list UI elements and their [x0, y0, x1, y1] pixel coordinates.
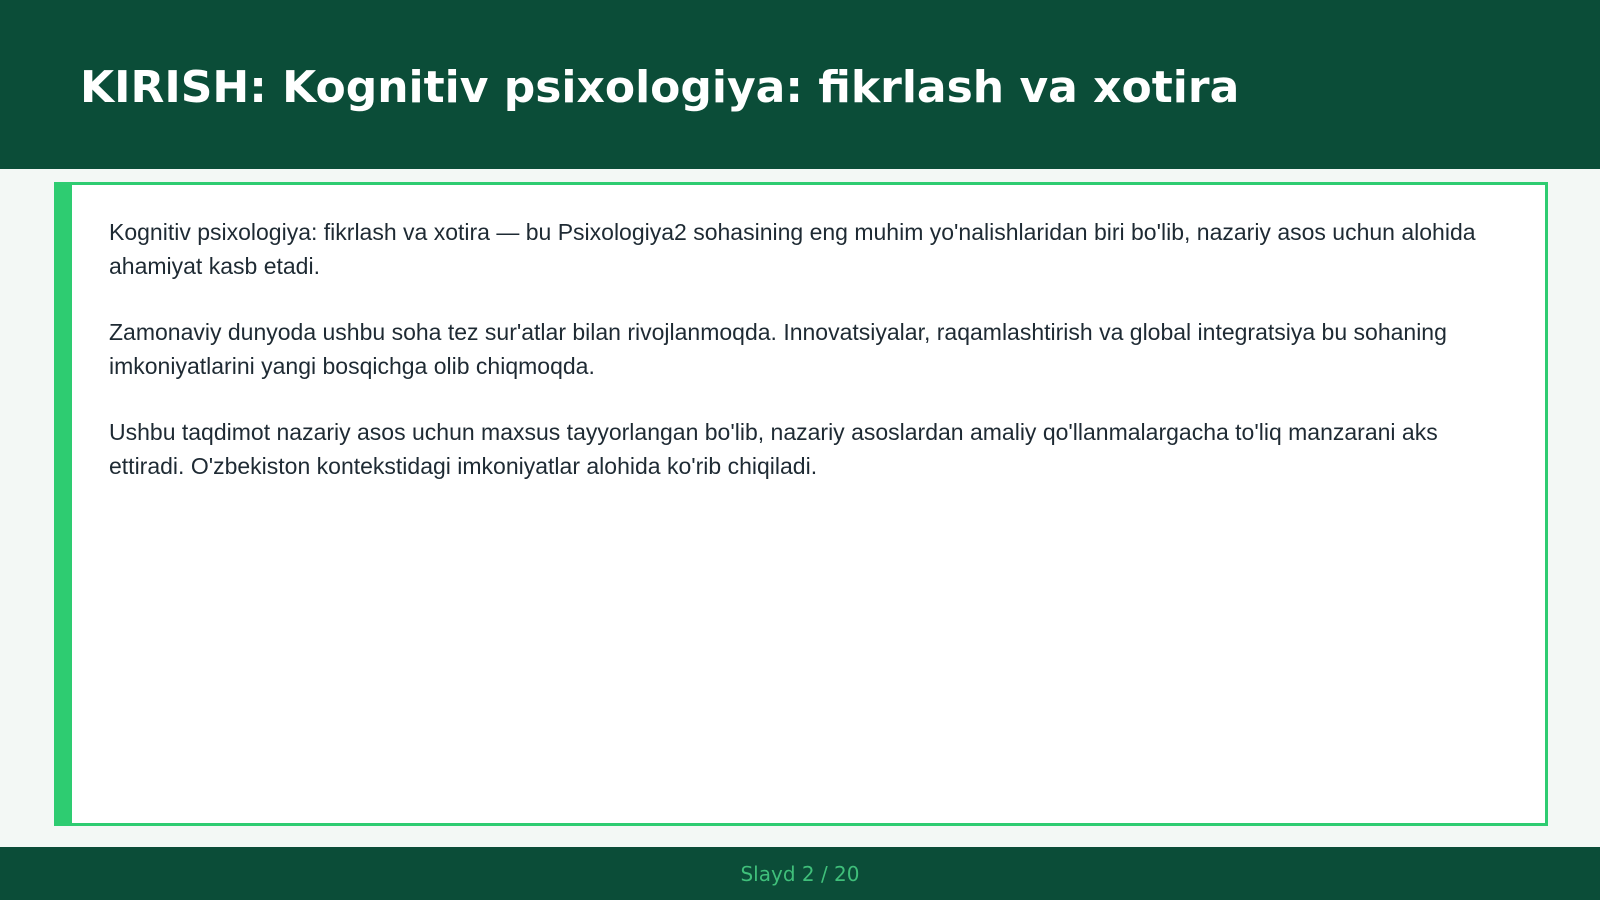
- content-body: [109, 215, 1499, 515]
- slide-title: KIRISH: Kognitiv psixologiya: fikrlash va xotira: [80, 62, 1240, 113]
- slide-header: [0, 0, 1600, 169]
- paragraph-presentation-purpose: Ushbu taqdimot nazariy asos uchun maxsus tayyorlangan bo'lib, nazariy asoslardan amaliy qo'llanmalargacha to'liq manzarani aks ettiradi. O'zbekiston kontekstidagi imkoniyatlar alohida ko'rib chiqiladi.: [109, 419, 1438, 479]
- slide-footer: [0, 847, 1600, 900]
- paragraph-modern-world: Zamonaviy dunyoda ushbu soha tez sur'atlar bilan rivojlanmoqda. Innovatsiyalar, raqamlashtirish va global integratsiya bu sohaning imkoniyatlarini yangi bosqichga olib chiqmoqda.: [109, 319, 1447, 379]
- content-card: [54, 182, 1548, 826]
- slide-counter: Slayd 2 / 20: [740, 862, 860, 886]
- paragraph-intro: Kognitiv psixologiya: fikrlash va xotira — bu Psixologiya2 sohasining eng muhim yo'nalishlaridan biri bo'lib, nazariy asos uchun alohida ahamiyat kasb etadi.: [109, 219, 1476, 279]
